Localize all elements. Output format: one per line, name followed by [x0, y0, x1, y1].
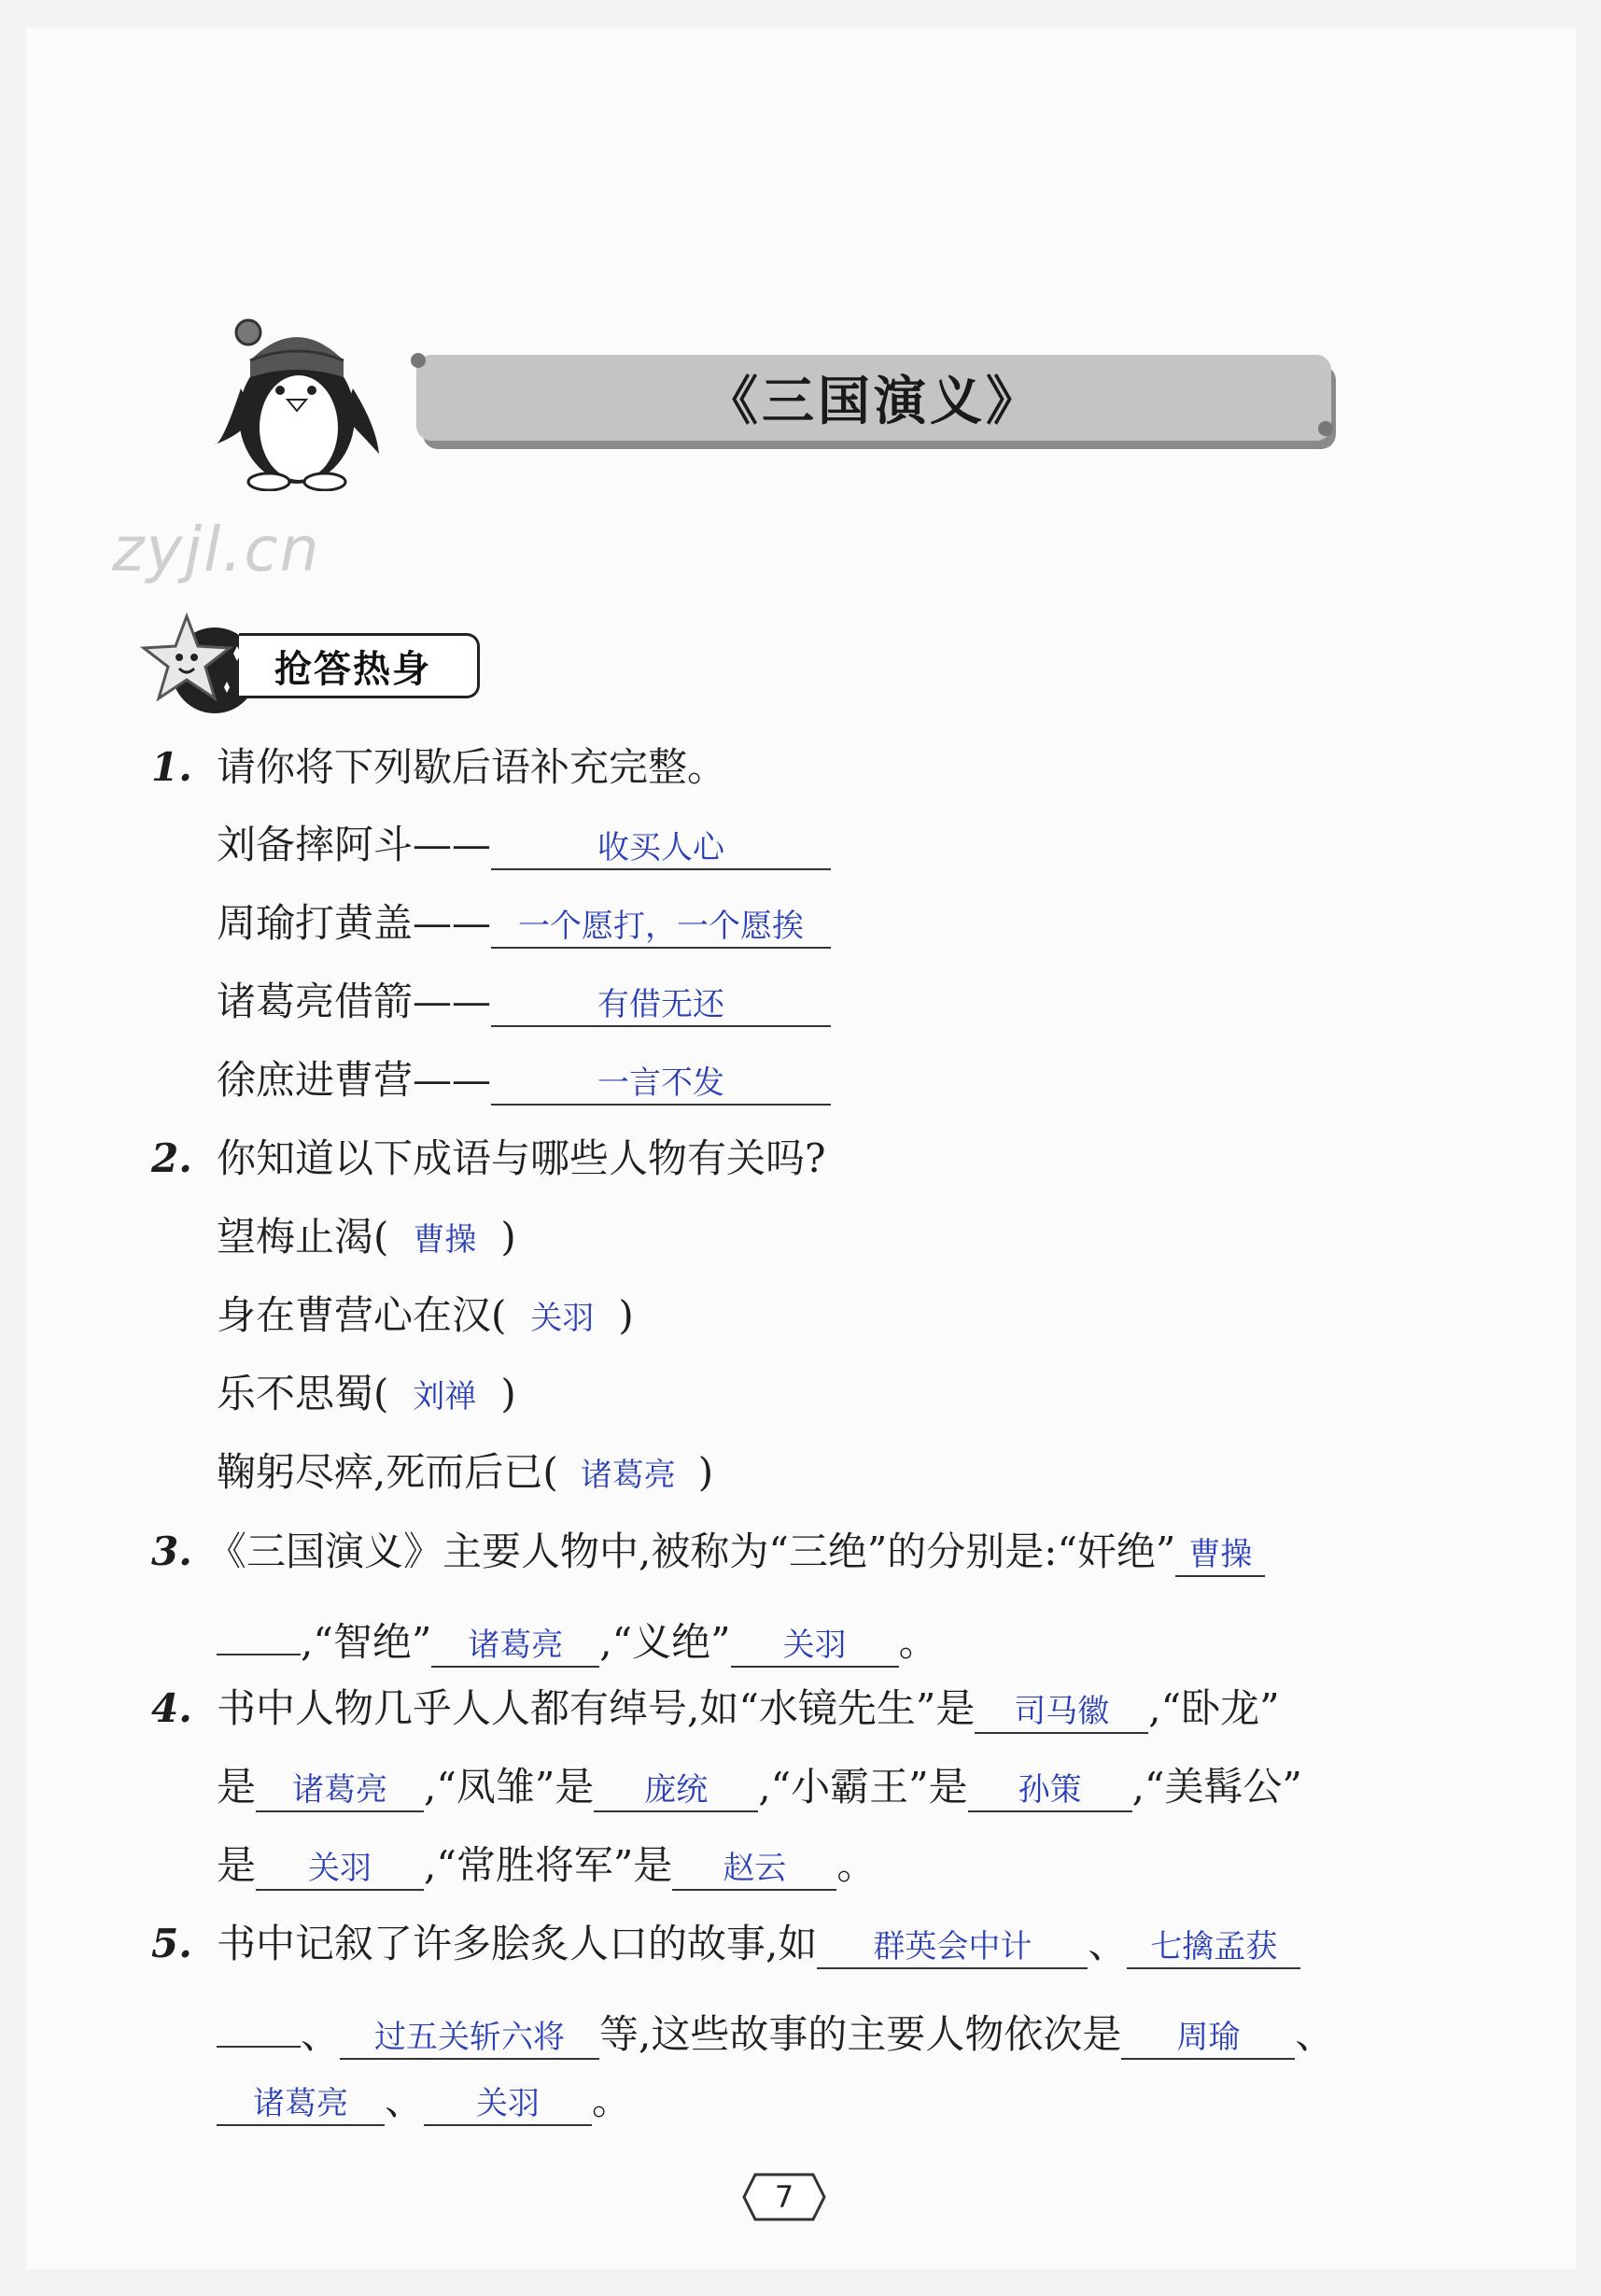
- answer-blank: [217, 1999, 301, 2048]
- answer-blank: 七擒孟获: [1127, 1921, 1300, 1969]
- question-number: 3.: [151, 1528, 192, 1574]
- question-text: 书中记叙了许多脍炙人口的故事,如 群英会中计 、 七擒孟获: [217, 1921, 1300, 1969]
- page-title: 《三国演义》: [416, 355, 1331, 441]
- answer-blank: 一言不发: [491, 1057, 831, 1106]
- list-item: 刘备摔阿斗—— 收买人心: [217, 822, 831, 870]
- question-number: 2.: [151, 1135, 192, 1181]
- answer-blank: 孙策: [968, 1764, 1132, 1812]
- banner-dot: [411, 353, 426, 368]
- list-item: 诸葛亮借箭—— 有借无还: [217, 979, 831, 1027]
- question-prompt: 请你将下列歇后语补充完整。: [217, 744, 727, 790]
- watermark: zyjl.cn: [112, 514, 321, 585]
- question-text: 是 关羽 ,“常胜将军”是 赵云 。: [217, 1842, 876, 1891]
- answer-blank: [217, 1607, 301, 1655]
- question-text: 《三国演义》主要人物中,被称为“三绝”的分别是:“奸绝” 曹操: [207, 1528, 1265, 1577]
- list-item: 乐不思蜀( 刘禅 ): [217, 1371, 516, 1416]
- list-item: 望梅止渴( 曹操 ): [217, 1214, 516, 1260]
- answer-blank: 一个愿打，一个愿挨: [491, 900, 831, 949]
- section-label: 抢答热身: [239, 633, 480, 698]
- question-number: 5.: [151, 1921, 192, 1966]
- list-item: 徐庶进曹营—— 一言不发: [217, 1057, 831, 1106]
- answer-blank: 诸葛亮: [256, 1764, 424, 1812]
- question-text: ,“智绝” 诸葛亮 ,“义绝” 关羽 。: [217, 1607, 938, 1668]
- answer-blank: 关羽: [731, 1619, 899, 1668]
- question-number: 4.: [151, 1685, 192, 1731]
- list-item: 身在曹营心在汉( 关羽 ): [217, 1292, 634, 1338]
- answer-blank: 赵云: [672, 1842, 836, 1891]
- question-number: 1.: [151, 744, 192, 790]
- answer-blank: 收买人心: [491, 822, 831, 870]
- question-text: 诸葛亮 、 关羽 。: [217, 2078, 631, 2126]
- answer-blank: 关羽: [256, 1842, 424, 1891]
- list-item: 周瑜打黄盖—— 一个愿打，一个愿挨: [217, 900, 831, 949]
- answer-blank: 群英会中计: [817, 1921, 1088, 1969]
- question-prompt: 你知道以下成语与哪些人物有关吗?: [217, 1135, 826, 1181]
- answer-blank: 诸葛亮: [431, 1619, 599, 1668]
- banner-dot: [1318, 421, 1333, 436]
- answer-blank: 过五关斩六将: [340, 2011, 599, 2060]
- answer-blank: 诸葛亮: [217, 2078, 385, 2126]
- list-item: 鞠躬尽瘁,死而后已( 诸葛亮 ): [217, 1449, 714, 1495]
- answer-blank: 曹操: [1175, 1528, 1265, 1577]
- answer-blank: 司马徽: [975, 1685, 1148, 1734]
- question-text: 、 过五关斩六将 等,这些故事的主要人物依次是 周瑜 、: [217, 1999, 1334, 2060]
- answer-blank: 庞统: [594, 1764, 758, 1812]
- penguin-icon: [213, 304, 381, 491]
- answer-blank: 周瑜: [1121, 2011, 1295, 2060]
- question-text: 书中人物几乎人人都有绰号,如“水镜先生”是 司马徽 ,“卧龙”: [217, 1685, 1280, 1734]
- question-text: 是 诸葛亮 ,“凤雏”是 庞统 ,“小霸王”是 孙策 ,“美髯公”: [217, 1764, 1302, 1812]
- page-number: 7: [774, 2179, 794, 2215]
- answer-blank: 关羽: [424, 2078, 592, 2126]
- answer-blank: 有借无还: [491, 979, 831, 1027]
